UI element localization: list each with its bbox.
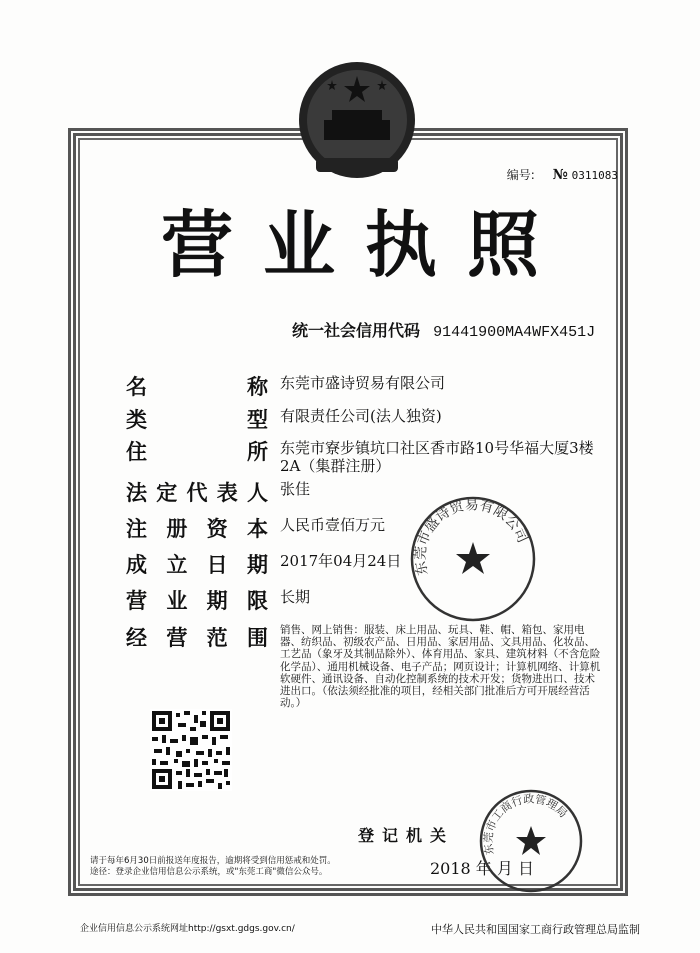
label-char: 成: [126, 552, 147, 577]
label-char: 立: [166, 552, 188, 577]
national-emblem-icon: [296, 58, 418, 186]
label-char: 范: [206, 625, 228, 650]
label-char: 经: [126, 625, 147, 650]
credit-code: [292, 318, 595, 341]
credit-code-value: 91441900MA4WFX451J: [433, 324, 596, 341]
footer-issuer: 中华人民共和国国家工商行政管理总局监制: [431, 923, 640, 936]
field-value: 2017年04月24日: [280, 552, 402, 570]
number-symbol: №: [552, 167, 568, 183]
field-value: 东莞市盛诗贸易有限公司: [280, 374, 446, 392]
field-value: 张佳: [280, 480, 311, 498]
label-char: 日: [206, 552, 228, 577]
label-char: 称: [247, 374, 268, 399]
annual-report-notice: [90, 856, 336, 878]
certificate-number-label: 编号:: [506, 168, 535, 182]
field-value: 长期: [280, 588, 311, 606]
notice-line: 请于每年6月30日前报送年度报告，逾期将受到信用惩戒和处罚。: [90, 856, 336, 866]
field-label: [126, 585, 268, 615]
field-label: [126, 436, 268, 466]
label-char: 型: [247, 407, 268, 432]
label-char: 人: [247, 480, 268, 505]
certificate-number: [507, 166, 618, 183]
qr-code-icon: [150, 709, 232, 791]
label-char: 期: [206, 588, 228, 613]
label-char: 注: [126, 516, 147, 541]
notice-line: 途径：登录企业信用信息公示系统，或"东莞工商"微信公众号。: [90, 867, 328, 877]
label-char: 定: [156, 480, 178, 505]
label-char: 住: [126, 439, 147, 464]
field-label: [126, 513, 268, 543]
label-char: 业: [166, 588, 188, 613]
label-char: 限: [246, 588, 268, 613]
document-title: 营业执照: [160, 202, 569, 287]
certificate-number-value: 0311083: [571, 169, 618, 182]
company-seal-text: 东莞市盛诗贸易有限公司: [412, 497, 531, 577]
company-seal-icon: [408, 494, 538, 624]
field-label: [126, 477, 268, 507]
label-char: 类: [126, 407, 147, 432]
label-char: 法: [126, 480, 147, 505]
field-value: 有限责任公司(法人独资): [280, 407, 442, 425]
label-char: 表: [216, 480, 238, 505]
field-value: 销售、网上销售：服装、床上用品、玩具、鞋、帽、箱包、家用电器、纺织品、初级农产品、日用品、家居用品、文具用品、化妆品、工艺品（象牙及其制品除外）、体育用品、家具、建筑材料（不含危险化学品）、通用机械设备、电子产品；网页设计；计算机网络、计算机软硬件、通讯设备、自动化控制系统的技术开发；货物进出口、技术进出口。（依法须经批准的项目，经相关部门批准后方可开展经营活动。）: [280, 624, 601, 710]
registration-seal-text: 东莞市工商行政管理局: [481, 792, 570, 856]
label-char: 营: [126, 588, 147, 613]
label-char: 期: [246, 552, 268, 577]
field-label: [126, 371, 268, 401]
footer-website: 企业信用信息公示系统网址http://gsxt.gdgs.gov.cn/: [80, 924, 295, 934]
field-label: [126, 622, 268, 652]
field-label: [126, 549, 268, 579]
label-char: 营: [166, 625, 188, 650]
label-char: 资: [206, 516, 228, 541]
registration-seal-icon: [478, 788, 584, 894]
registration-authority-label: 登记机关: [358, 826, 455, 845]
label-char: 名: [126, 374, 147, 399]
label-char: 代: [186, 480, 208, 505]
field-value: 东莞市寮步镇坑口社区香市路10号华福大厦3楼2A（集群注册）: [280, 439, 594, 475]
field-value: 人民币壹佰万元: [280, 516, 386, 534]
registration-date: 2018 年 月 日: [430, 859, 534, 878]
label-char: 册: [166, 516, 188, 541]
credit-code-label: 统一社会信用代码: [292, 321, 421, 340]
label-char: 本: [246, 516, 268, 541]
field-label: [126, 404, 268, 434]
label-char: 围: [246, 625, 268, 650]
label-char: 所: [247, 439, 268, 464]
